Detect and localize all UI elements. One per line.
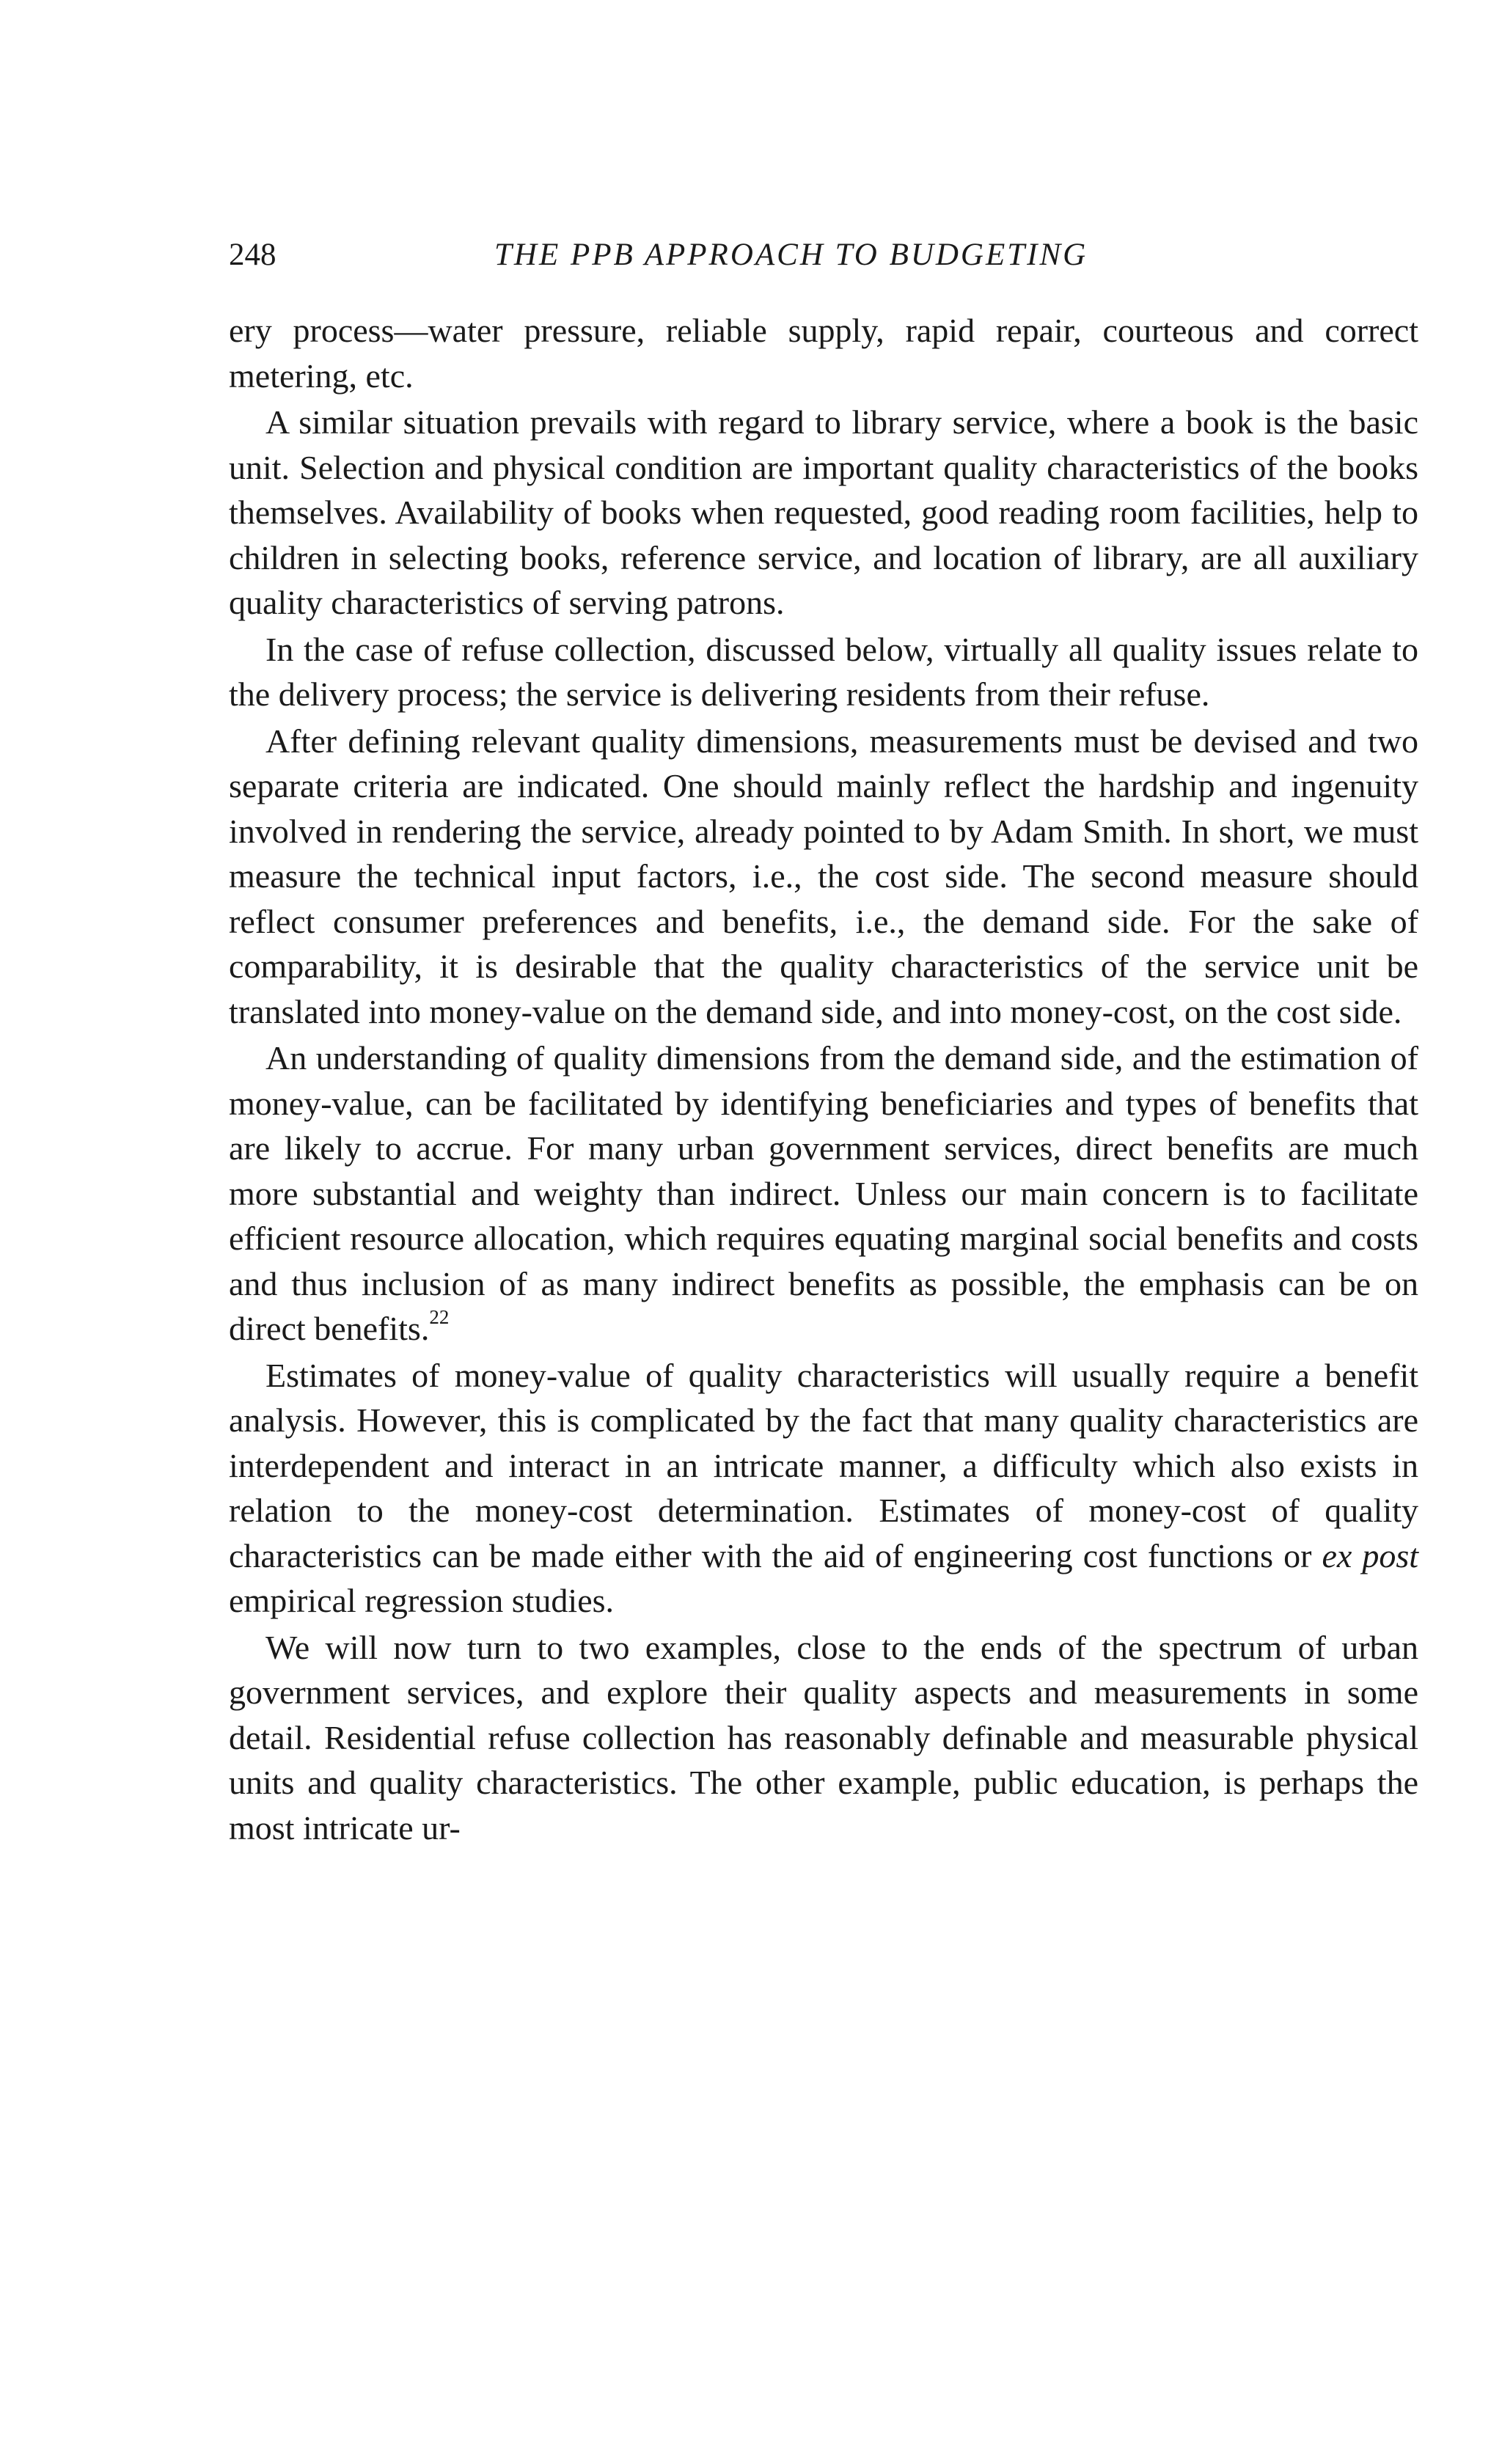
- paragraph-library-service: A similar situation prevails with regard to library service, where a book is the basic unit. Selection and physical condition are important quality characteristics of the books themselves. Availability of books when requested, good reading room facilities, help to children in selecting books, reference service, and location of library, are all auxiliary quality characteristics of serving patrons.: [229, 403, 1418, 621]
- page-number: 248: [229, 238, 276, 272]
- footnote-ref-22[interactable]: 22: [429, 1306, 450, 1328]
- paragraph-two-examples: We will now turn to two examples, close to the ends of the spectrum of urban government services, and explore their quality aspects and measurements in some detail. Residential refuse collection has reasonably definable and measurable physical units and quality characteristics. The other example, public education, is perhaps the most intricate ur-: [229, 1628, 1418, 1847]
- paragraph-demand-side-text: An understanding of quality dimensions from the demand side, and the estimation of money-value, can be facilitated by identifying beneficiaries and types of benefits that are likely to accrue. For many urban government services, direct benefits are much more substantial and weighty than indirect. Unless our main concern is to facilitate efficient resource allocation, which requires equating marginal social benefits and costs and thus inclusion of as many indirect benefits as possible, the emphasis can be on direct benefits.: [229, 1039, 1418, 1347]
- paragraph-money-value-text-after: empirical regression studies.: [229, 1582, 615, 1619]
- running-title: THE PPB APPROACH TO BUDGETING: [494, 238, 1088, 272]
- body-text: [229, 308, 1418, 1850]
- paragraph-refuse-collection: In the case of refuse collection, discussed below, virtually all quality issues relate to the delivery process; the service is delivering residents from their refuse.: [229, 630, 1418, 713]
- paragraph-demand-side: [229, 1035, 1418, 1352]
- page-header: [229, 233, 1417, 277]
- paragraph-money-value: [229, 1353, 1418, 1624]
- paragraph-quality-measurement: After defining relevant quality dimensions, measurements must be devised and two separate criteria are indicated. One should mainly reflect the hardship and ingenuity involved in rendering the service, already pointed to by Adam Smith. In short, we must measure the technical input factors, i.e., the cost side. The second measure should reflect consumer preferences and benefits, i.e., the demand side. For the sake of comparability, it is desirable that the quality characteristics of the service unit be translated into money-value on the demand side, and into money-cost, on the cost side.: [229, 722, 1418, 1030]
- paragraph-continuation: ery process—water pressure, reliable supply, rapid repair, courteous and correct metering, etc.: [229, 312, 1418, 395]
- paragraph-money-value-text-before: Estimates of money-value of quality characteristics will usually require a benefit analysis. However, this is complicated by the fact that many quality characteristics are interdependent and interact in an intricate manner, a difficulty which also exists in relation to the money-cost determination. Estimates of money-cost of quality characteristics can be made either with the aid of engineering cost functions or: [229, 1356, 1418, 1574]
- italic-ex-post: ex post: [1322, 1536, 1418, 1574]
